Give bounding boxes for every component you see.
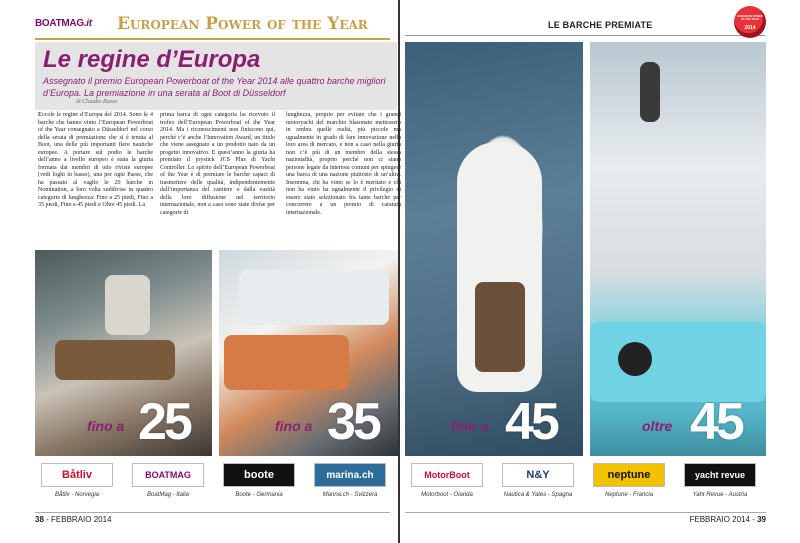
boat-photo-over-45 bbox=[590, 42, 766, 456]
boatmag-logo: BOATMAG.it bbox=[35, 18, 92, 29]
neptune-logo: neptune bbox=[593, 463, 665, 487]
badge-text: EUROPEAN POWER OF THE YEAR bbox=[737, 15, 763, 21]
column-text: ccole le regine d’Europa del 2014. Sono le 4 barche che hanno vinto l’European Powerboat of the Year consegnato a Düsseldorf nel corso della serata di premiazione che si è tenuta al Boot, una delle più importanti fiere nautiche europee. A portare sul podio le barche dell’anno a livello europeo è stata la giuria formata dai membri di otto riviste europee (vedi loghi in basso), una per ogni Paese, che ha passato al vaglio le 20 barche in Nomination, a loro volta suddivise in quattro categorie di lunghezza: Fino a 25 piedi, Fino a 35 piedi, Fino a 45 piedi e Oltre 45 piedi. La bbox=[38, 112, 153, 208]
folio-left: 38 - FEBBRAIO 2014 bbox=[35, 515, 112, 524]
byline: di Claudio Russo bbox=[76, 99, 118, 105]
jury-logo-marina bbox=[308, 463, 392, 498]
logo-caption: Nautica & Yates - Spagna bbox=[503, 492, 573, 498]
boote-logo: boote bbox=[223, 463, 295, 487]
motorboot-logo: MotorBoot bbox=[411, 463, 483, 487]
logo-caption: Boote - Germania bbox=[235, 492, 283, 498]
article-subtitle: Assegnato il premio European Powerboat of the Year 2014 alle quattro barche migliori d’Europa. La premiazione in una serata al Boot di Düsseldorf bbox=[43, 76, 386, 98]
series-title: European Power of the Year bbox=[117, 14, 368, 34]
ny-logo: N&Y bbox=[502, 463, 574, 487]
article-title: Le regine d’Europa bbox=[43, 46, 261, 73]
text-column-3: lunghezza, proprio per evitare che i grandi motoryacht del marchio blasonato mettessero in ombra quelle realtà, più piccole ma ugualmente in grado di fare innovazione nella loro area di mercato, e non a caso nella giuria non c’è più di un membro della stessa nazionalità, proprio perché non ci siano persone legate da interessi comuni per spingere una barca di una nazione piuttosto di un’altra. Insomma, chi ha vinto se lo è meritato e chi non ha vinto ha ugualmente il privilegio di essere stato selezionato fra tante barche per concorrere a un premio di caratura internazionale. bbox=[286, 112, 401, 216]
text-column-1 bbox=[38, 112, 153, 210]
footer-rule bbox=[35, 512, 390, 513]
jury-logo-boote bbox=[217, 463, 301, 498]
logo-caption: Neptune - Francia bbox=[604, 492, 654, 498]
logo-caption: Marina.ch - Svizzera bbox=[322, 492, 378, 498]
category-prefix: fino a bbox=[451, 418, 489, 434]
logo-caption: Båtliv - Norvegia bbox=[54, 492, 99, 498]
award-badge-icon bbox=[734, 6, 766, 38]
category-number: 35 bbox=[327, 393, 379, 451]
jury-logos bbox=[35, 463, 766, 503]
badge-year: 2014 bbox=[744, 25, 756, 31]
header-left bbox=[35, 12, 390, 38]
boat-photo-45 bbox=[405, 42, 583, 456]
yachtrevue-logo: yacht revue bbox=[684, 463, 756, 487]
jury-logo-ny bbox=[496, 463, 580, 498]
section-label: LE BARCHE PREMIATE bbox=[548, 20, 653, 30]
category-number: 45 bbox=[690, 393, 742, 451]
category-prefix: fino a bbox=[87, 418, 125, 434]
footer-rule bbox=[405, 512, 766, 513]
category-prefix: oltre bbox=[642, 418, 673, 434]
header-rule bbox=[35, 38, 390, 40]
jury-logo-neptune bbox=[587, 463, 671, 498]
category-prefix: fino a bbox=[275, 418, 313, 434]
boat-photo-25 bbox=[35, 250, 212, 456]
page-gutter bbox=[398, 0, 400, 543]
header-rule-right bbox=[405, 35, 765, 36]
folio-right: FEBBRAIO 2014 - 39 bbox=[689, 515, 766, 524]
category-number: 45 bbox=[505, 393, 557, 451]
logo-caption: BoatMag - Italia bbox=[146, 492, 190, 498]
jury-logo-motorboot bbox=[405, 463, 489, 498]
batliv-logo: Båtliv bbox=[41, 463, 113, 487]
marina-logo: marina.ch bbox=[314, 463, 386, 487]
jury-logo-batliv bbox=[35, 463, 119, 498]
jury-logo-boatmag bbox=[126, 463, 210, 498]
category-number: 25 bbox=[138, 393, 190, 451]
jury-logo-yachtrevue bbox=[678, 463, 762, 498]
logo-caption: Motorboot - Olanda bbox=[421, 492, 473, 498]
boat-photo-35 bbox=[219, 250, 398, 456]
text-column-2: prima barca di ogni categoria ha ricevuto il trofeo dell’European Powerboat of the Year 2014. Ma i riconoscimenti non finiscono qui, perché c’è anche l’Innovation Award, un titolo che viene assegnato a un prodotto nato da un progetto innovativo. E quest’anno la giuria ha premiato il joystick JCS Plus di Yacht Controller. Lo spirito dell’European Powerboat of the Year è di premiare le barche capaci di trasmettere delle qualità, indipendentemente dall’importanza del cantiere o dalla vastità della loro diffusione nel territorio internazionale, non a caso sono state divise per categorie di bbox=[160, 112, 275, 216]
boatmag-logo: BOATMAG bbox=[132, 463, 204, 487]
drop-cap: E bbox=[38, 112, 43, 118]
logo-caption: Yaht Revue - Austria bbox=[692, 492, 748, 498]
